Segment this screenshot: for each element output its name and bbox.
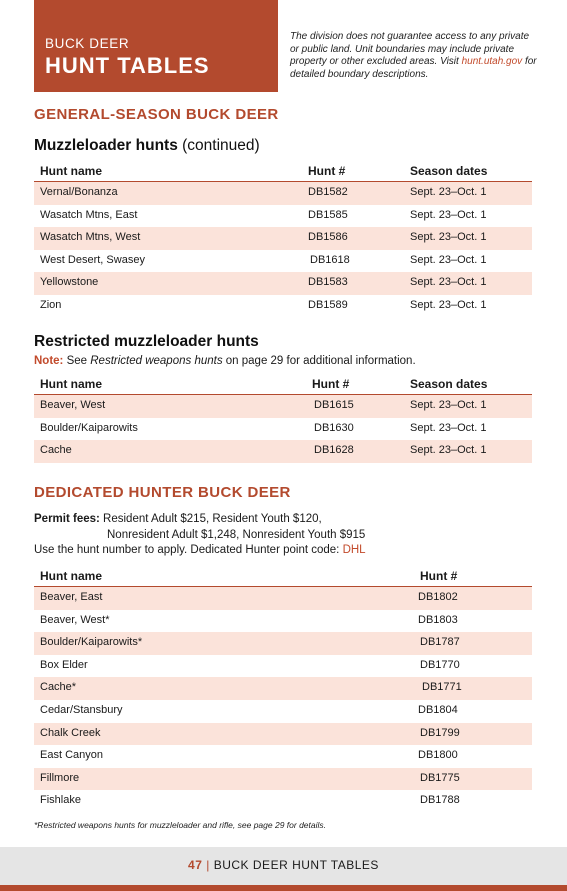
permit-fees	[34, 512, 366, 559]
restricted-note	[34, 354, 416, 368]
hunt-number: DB1799	[420, 726, 460, 739]
season-dates: Sept. 23–Oct. 1	[410, 231, 487, 244]
fees-label: Permit fees:	[34, 513, 100, 525]
footnote: *Restricted weapons hunts for muzzleloader and rifle, see page 29 for details.	[34, 820, 326, 830]
table-row	[34, 272, 532, 295]
hunt-number: DB1804	[418, 703, 458, 716]
col-hunt-number: Hunt #	[420, 569, 458, 583]
note-text-italic: Restricted weapons hunts	[90, 355, 223, 367]
hunt-name: Vernal/Bonanza	[40, 186, 118, 198]
hunt-number: DB1586	[308, 231, 348, 244]
hunt-name: Boulder/Kaiparowits	[40, 421, 138, 434]
hunt-number: DB1800	[418, 749, 458, 762]
disclaimer	[290, 31, 540, 81]
note-label: Note:	[34, 355, 64, 367]
hunt-name: Fishlake	[40, 794, 81, 807]
hunt-name: Wasatch Mtns, East	[40, 208, 138, 221]
apply-line	[34, 543, 366, 559]
page-footer	[0, 847, 567, 885]
note-text-pre: See	[63, 355, 91, 367]
hunt-name: Zion	[40, 298, 62, 311]
table-row	[34, 745, 532, 768]
table-header	[34, 162, 532, 182]
page-number: 47	[188, 858, 203, 872]
footer-accent-bar	[0, 885, 567, 891]
hunt-number: DB1802	[418, 591, 458, 603]
hunt-name: Beaver, East	[40, 591, 103, 603]
table-row	[34, 700, 532, 723]
hunt-name: Cache*	[40, 681, 77, 694]
disclaimer-link[interactable]: hunt.utah.gov	[461, 56, 523, 68]
table-row	[34, 418, 532, 441]
table-header	[34, 567, 532, 587]
hunt-number: DB1771	[422, 681, 462, 694]
col-hunt-name: Hunt name	[40, 164, 103, 178]
hunt-name: Fillmore	[40, 771, 80, 784]
hunt-name: Cedar/Stansbury	[40, 703, 123, 716]
section-heading-general: GENERAL-SEASON BUCK DEER	[34, 106, 279, 123]
footer-separator: |	[206, 858, 210, 872]
table-row	[34, 227, 532, 250]
table-row	[34, 205, 532, 228]
fees-text-1: Resident Adult $215, Resident Youth $120,	[99, 513, 322, 525]
hunt-name: Chalk Creek	[40, 726, 101, 739]
col-season-dates: Season dates	[410, 377, 488, 391]
muzzleloader-title: Muzzleloader hunts	[34, 137, 178, 154]
col-hunt-number: Hunt #	[308, 164, 346, 178]
table-row	[34, 632, 532, 655]
dedicated-table	[34, 567, 532, 813]
hunt-name: Box Elder	[40, 658, 88, 671]
table-row	[34, 610, 532, 633]
hunt-name: Wasatch Mtns, West	[40, 231, 141, 244]
hunt-name: Boulder/Kaiparowits*	[40, 636, 143, 649]
disclaimer-text: The division does not guarantee access to any private or public land. Unit boundaries may include private property or other excluded areas. Visit	[290, 31, 530, 68]
banner-kicker: BUCK DEER	[45, 36, 130, 51]
table-row	[34, 250, 532, 273]
table-row	[34, 790, 532, 813]
muzzleloader-continued: (continued)	[182, 137, 260, 154]
hunt-name: East Canyon	[40, 749, 103, 762]
season-dates: Sept. 23–Oct. 1	[410, 253, 487, 266]
banner-title: HUNT TABLES	[45, 53, 210, 78]
col-season-dates: Season dates	[410, 164, 488, 178]
hunt-number: DB1615	[314, 399, 354, 411]
table-row	[34, 182, 532, 205]
table-row	[34, 655, 532, 678]
table-row	[34, 768, 532, 791]
season-dates: Sept. 23–Oct. 1	[410, 444, 487, 457]
hunt-name: Beaver, West*	[40, 613, 110, 626]
hunt-name: Cache	[40, 444, 72, 457]
col-hunt-name: Hunt name	[40, 569, 103, 583]
hunt-number: DB1770	[420, 658, 460, 671]
season-dates: Sept. 23–Oct. 1	[410, 208, 487, 221]
season-dates: Sept. 23–Oct. 1	[410, 186, 487, 198]
subheading-muzzleloader	[34, 137, 260, 155]
table-row	[34, 587, 532, 610]
col-hunt-name: Hunt name	[40, 377, 103, 391]
point-code: DHL	[342, 544, 366, 556]
table-row	[34, 723, 532, 746]
muzzleloader-table	[34, 162, 532, 318]
fees-line-1	[34, 512, 366, 528]
hunt-number: DB1787	[420, 636, 460, 649]
hunt-number: DB1582	[308, 186, 348, 198]
col-hunt-number: Hunt #	[312, 377, 350, 391]
hunt-number: DB1803	[418, 613, 458, 626]
hunt-number: DB1618	[310, 253, 350, 266]
hunt-number: DB1628	[314, 444, 354, 457]
subheading-restricted: Restricted muzzleloader hunts	[34, 333, 259, 350]
season-dates: Sept. 23–Oct. 1	[410, 298, 487, 311]
hunt-name: Yellowstone	[40, 276, 99, 289]
section-heading-dedicated: DEDICATED HUNTER BUCK DEER	[34, 484, 291, 501]
hunt-number: DB1775	[420, 771, 460, 784]
footer-label: BUCK DEER HUNT TABLES	[213, 858, 379, 872]
apply-text: Use the hunt number to apply. Dedicated Hunter point code:	[34, 544, 343, 556]
restricted-table	[34, 375, 532, 463]
hunt-number: DB1583	[308, 276, 348, 289]
season-dates: Sept. 23–Oct. 1	[410, 276, 487, 289]
table-row	[34, 295, 532, 318]
table-row	[34, 395, 532, 418]
hunt-number: DB1589	[308, 298, 348, 311]
fees-line-2: Nonresident Adult $1,248, Nonresident Youth $915	[107, 528, 366, 541]
note-text-post: on page 29 for additional information.	[222, 355, 416, 367]
hunt-name: Beaver, West	[40, 399, 106, 411]
hunt-number: DB1585	[308, 208, 348, 221]
table-row	[34, 440, 532, 463]
hunt-number: DB1788	[420, 794, 460, 807]
season-dates: Sept. 23–Oct. 1	[410, 421, 487, 434]
disclaimer-end: for detailed boundary descriptions.	[290, 56, 537, 80]
title-banner	[34, 0, 278, 92]
table-header	[34, 375, 532, 395]
season-dates: Sept. 23–Oct. 1	[410, 399, 487, 411]
hunt-name: West Desert, Swasey	[40, 253, 145, 266]
table-row	[34, 677, 532, 700]
hunt-number: DB1630	[314, 421, 354, 434]
